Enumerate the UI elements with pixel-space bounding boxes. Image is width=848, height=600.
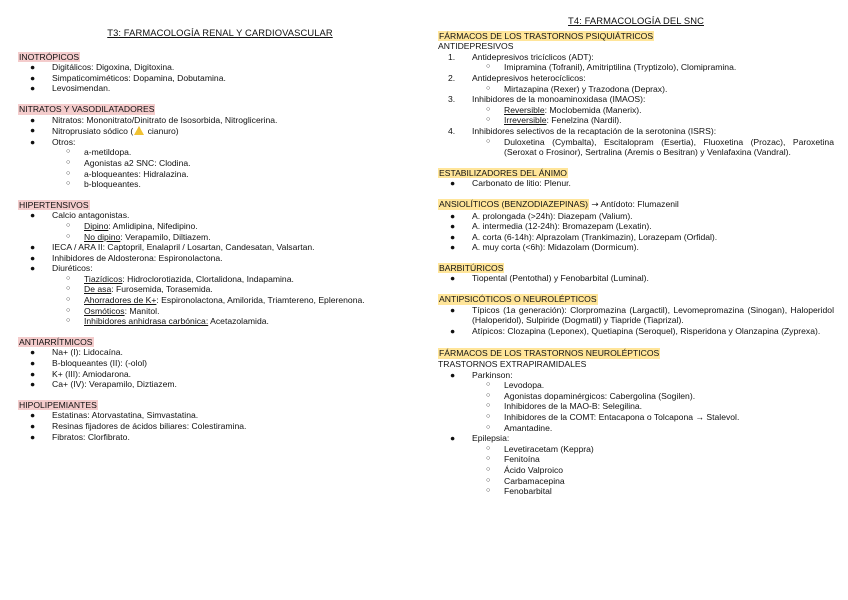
- antidote-text: Antídoto: Flumazenil: [598, 198, 679, 209]
- section-barbituricos: [438, 263, 834, 284]
- section-antiarritmicos: [18, 337, 422, 390]
- right-column: [438, 15, 834, 507]
- list-item: ● K+ (III): Amiodarona.: [30, 368, 132, 379]
- list-item: 2. Antidepresivos heterocíclicos:: [448, 72, 586, 83]
- list-item: ● Diuréticos:: [30, 263, 93, 274]
- section-inotropicos: [18, 52, 422, 94]
- sub-list-item: ○ Levodopa.: [486, 380, 545, 391]
- list-item: ● Simpaticomiméticos: Dopamina, Dobutamina.: [30, 72, 226, 83]
- list-item: ● Nitroprusiato sódico ( cianuro): [30, 125, 179, 137]
- sub-list-item: ○ Dipino: Amlidipina, Nifedipino.: [66, 220, 198, 231]
- sub-list-item: ○ Duloxetina (Cymbalta), Escitalopram (Esertia), Fluoxetina (Prozac), Paroxetina (Seroxat o Frosinor), Sertralina (Aremis o Besitran) y Venlafaxina (Vandral).: [486, 136, 834, 158]
- list-item: 3. Inhibidores de la monoaminoxidasa (IMAOS):: [448, 94, 646, 105]
- list-item: ● Estatinas: Atorvastatina, Simvastatina.: [30, 410, 199, 421]
- section-psiquiatricos: [438, 31, 834, 158]
- sub-list-item: ○ Fenobarbital: [486, 486, 552, 497]
- sub-list-item: ○ a-metildopa.: [66, 147, 132, 158]
- sub-list-item: ○ b-bloqueantes.: [66, 179, 141, 190]
- section-heading: NITRATOS Y VASODILATADORES: [19, 103, 155, 114]
- list-item: ● B-bloqueantes (II): (-olol): [30, 358, 148, 369]
- list-item: ● Inhibidores de Aldosterona: Espironolactona.: [30, 252, 223, 263]
- list-item: 1. Antidepresivos tricíclicos (ADT):: [448, 51, 594, 62]
- list-item: ● Carbonato de litio: Plenur.: [450, 178, 571, 189]
- section-heading: FÁRMACOS DE LOS TRASTORNOS NEUROLÉPTICOS: [439, 348, 660, 359]
- sub-list-item: ○ No dipino: Verapamilo, Diltiazem.: [66, 231, 211, 242]
- list-item: ● Epilepsia:: [450, 433, 510, 444]
- left-column-title: T3: FARMACOLOGÍA RENAL Y CARDIOVASCULAR: [107, 27, 333, 38]
- section-antipsicoticos: [438, 294, 834, 336]
- section-subheading: ANTIDEPRESIVOS: [438, 41, 514, 52]
- sub-list-item: ○ Ahorradores de K+: Espironolactona, Amilorida, Triamtereno, Eplerenona.: [66, 295, 365, 306]
- sub-list-item: ○ Tiazídicos: Hidroclorotiazida, Clortalidona, Indapamina.: [66, 273, 294, 284]
- sub-list-item: ○ Inhibidores anhidrasa carbónica: Acetazolamida.: [66, 316, 269, 327]
- list-item: ● A. corta (6-14h): Alprazolam (Trankimazin), Lorazepam (Orfidal).: [450, 231, 718, 242]
- sub-list-item: ○ Irreversible: Fenelzina (Nardil).: [486, 115, 622, 126]
- section-heading: FÁRMACOS DE LOS TRASTORNOS PSIQUIÁTRICOS: [439, 30, 654, 41]
- list-item: ● Tiopental (Pentothal) y Fenobarbital (Luminal).: [450, 273, 649, 284]
- warning-icon: [134, 126, 144, 135]
- list-item: ● Fibratos: Clorfibrato.: [30, 431, 130, 442]
- sub-list-item: ○ Imipramina (Tofranil), Amitriptilina (Tryptizolo), Clomipramina.: [486, 62, 737, 73]
- left-column: [18, 24, 422, 452]
- sub-list-item: ○ Carbamacepina: [486, 475, 565, 486]
- list-item: ● Calcio antagonistas.: [30, 210, 130, 221]
- section-heading: ANTIARRÍTMICOS: [19, 336, 93, 347]
- sub-list-item: ○ Agonistas dopaminérgicos: Cabergolina (Sogilen).: [486, 390, 696, 401]
- section-heading: ANSIOLÍTICOS (BENZODIAZEPINAS): [439, 198, 588, 209]
- sub-list-item: ○ Reversible: Moclobemida (Manerix).: [486, 104, 642, 115]
- section-neurolepticos: [438, 348, 834, 496]
- section-subheading: TRASTORNOS EXTRAPIRAMIDALES: [438, 359, 587, 370]
- sub-list-item: ○ De asa: Furosemida, Torasemida.: [66, 284, 213, 295]
- section-hipertensivos: [18, 200, 422, 327]
- list-item: ● Típicos (1a generación): Clorpromazina (Largactil), Levomepromazina (Sinogan), Haloperidol (Haloperidol), Sulpiride (Dogmatil) y Tiapride (Tiaprizal).: [450, 304, 834, 326]
- sub-list-item: ○ Osmóticos: Manitol.: [66, 305, 160, 316]
- list-item: ● Parkinson:: [450, 369, 513, 380]
- list-item: ● Atípicos: Clozapina (Leponex), Quetiapina (Seroquel), Risperidona y Olanzapina (Zyprexa).: [450, 325, 821, 336]
- sub-list-item: ○ Agonistas a2 SNC: Clodina.: [66, 157, 191, 168]
- list-item: ● A. intermedia (12-24h): Bromazepam (Lexatin).: [450, 221, 652, 232]
- section-heading: ESTABILIZADORES DEL ÁNIMO: [439, 167, 567, 178]
- sub-list-item: ○ Levetiracetam (Keppra): [486, 443, 594, 454]
- list-item: ● Na+ (I): Lidocaína.: [30, 347, 123, 358]
- sub-list-item: ○ Amantadine.: [486, 422, 553, 433]
- section-heading: ANTIPSICÓTICOS O NEUROLÉPTICOS: [439, 294, 597, 305]
- sub-list-item: ○ a-bloqueantes: Hidralazina.: [66, 168, 189, 179]
- list-item: ● A. prolongada (>24h): Diazepam (Valium).: [450, 210, 633, 221]
- section-heading: HIPERTENSIVOS: [19, 199, 89, 210]
- list-item: ● Otros:: [30, 136, 76, 147]
- section-hipolipemiantes: [18, 400, 422, 442]
- section-nitratos: [18, 104, 422, 190]
- section-ansioliticos: [438, 199, 834, 253]
- list-item: ● IECA / ARA II: Captopril, Enalapril / Losartan, Candesatan, Valsartan.: [30, 242, 315, 253]
- section-heading: INOTRÓPICOS: [19, 51, 80, 62]
- list-item: ● A. muy corta (<6h): Midazolam (Dormicum).: [450, 242, 639, 253]
- list-item: ● Resinas fijadores de ácidos biliares: Colestiramina.: [30, 421, 247, 431]
- list-item: ● Ca+ (IV): Verapamilo, Diztiazem.: [30, 379, 177, 390]
- right-column-title: T4: FARMACOLOGÍA DEL SNC: [568, 15, 704, 26]
- list-item: ● Nitratos: Mononitrato/Dinitrato de Isosorbida, Nitroglicerina.: [30, 114, 278, 125]
- section-heading: BARBITÚRICOS: [439, 262, 504, 273]
- sub-list-item: ○ Inhibidores de la MAO-B: Selegilina.: [486, 401, 643, 412]
- arrow-icon: →: [591, 199, 599, 210]
- list-item: 4. Inhibidores selectivos de la recaptación de la serotonina (ISRS):: [448, 125, 717, 136]
- section-estabilizadores: [438, 168, 834, 189]
- sub-list-item: ○ Inhibidores de la COMT: Entacapona o Tolcapona → Stalevol.: [486, 412, 740, 422]
- list-item: ● Digitálicos: Digoxina, Digitoxina.: [30, 62, 175, 73]
- sub-list-item: ○ Mirtazapina (Rexer) y Trazodona (Deprax).: [486, 83, 668, 94]
- section-heading-row: [438, 199, 834, 211]
- sub-list-item: ○ Fenitoína: [486, 454, 540, 465]
- section-heading: HIPOLIPEMIANTES: [19, 399, 97, 410]
- sub-list-item: ○ Ácido Valproico: [486, 464, 564, 475]
- list-item: ● Levosimendan.: [30, 83, 111, 94]
